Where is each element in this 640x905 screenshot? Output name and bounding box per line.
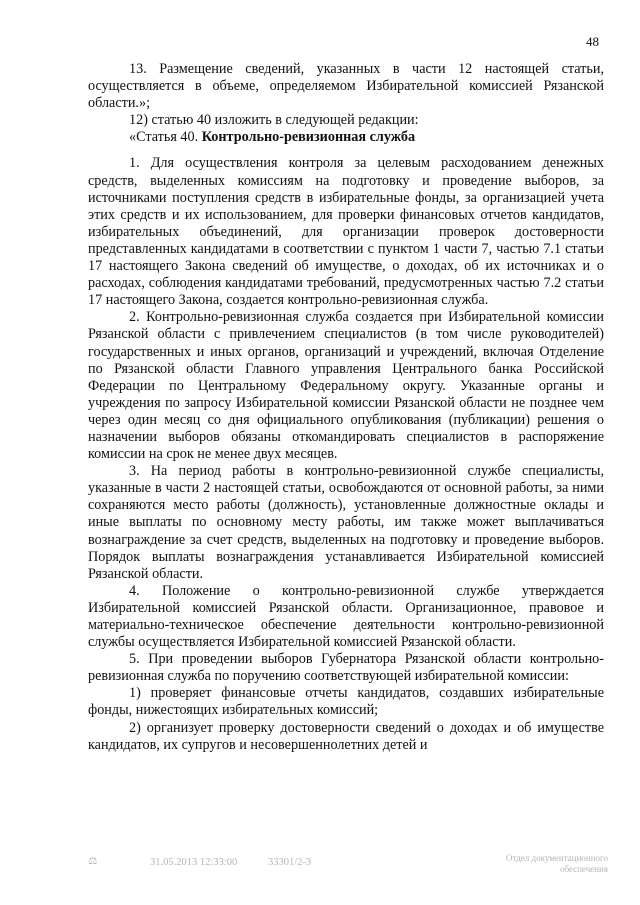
registration-footer (88, 853, 608, 883)
article-item-1: 1. Для осуществления контроля за целевым расходованием денежных средств, выделенных комиссиям на подготовку и проведение выборов, за источниками поступления средств в избирательные фонды, за организацией учета этих средств и их использованием, для проверки финансовых отчетов кандидатов, избирательных объединений, для организации проверок достоверности представленных кандидатами в соответствии с пунктом 1 части 7, частью 7.1 статьи 17 настоящего Закона сведений об имуществе, о доходах, об их источниках и о расходах, соблюдения кандидатами требований, предусмотренных частью 7.2 статьи 17 настоящего Закона, создается контрольно-ревизионная служба. (88, 155, 604, 309)
paragraph-13: 13. Размещение сведений, указанных в части 12 настоящей статьи, осуществляется в объеме, определяемом Избирательной комиссией Рязанской области.»; (88, 61, 604, 112)
article-item-5: 5. При проведении выборов Губернатора Рязанской области контрольно-ревизионная служба по поручению соответствующей избирательной комиссии: (88, 651, 604, 685)
registration-code: 33301/2-3 (268, 857, 312, 868)
article-heading (88, 129, 604, 146)
stamp-icon: ⚖ (88, 856, 98, 867)
paragraph-amendment-12: 12) статью 40 изложить в следующей редакции: (129, 112, 419, 129)
article-heading-prefix: «Статья 40. (129, 129, 202, 146)
department-note (506, 853, 608, 875)
department-note-line1: Отдел документационного (505, 853, 608, 863)
department-note-line2: обеспечения (559, 864, 608, 874)
article-title: Контрольно-ревизионная служба (201, 129, 416, 146)
page-number: 48 (586, 34, 599, 49)
article-subitem-2: 2) организует проверку достоверности сведений о доходах и об имуществе кандидатов, их супругов и несовершеннолетних детей и (88, 719, 604, 753)
article-item-2: 2. Контрольно-ревизионная служба создается при Избирательной комиссии Рязанской области с привлечением специалистов (в том числе руководителей) государственных и иных органов, организаций и учреждений, включая Отделение по Рязанской области Главного управления Центрального банка Российской Федерации по Центральному Федеральному округу. Указанные органы и учреждения по запросу Избирательной комиссии Рязанской области не позднее чем через один месяц со дня официального опубликования (публикации) решения о назначении выборов обязаны откомандировать специалистов в распоряжение комиссии на срок не менее двух месяцев. (88, 309, 604, 463)
article-subitem-1: 1) проверяет финансовые отчеты кандидатов, создавших избирательные фонды, нижестоящих избирательных комиссий; (88, 685, 604, 719)
article-item-4: 4. Положение о контрольно-ревизионной службе утверждается Избирательной комиссией Рязанской области. Организационное, правовое и материально-техническое обеспечение деятельности контрольно-ревизионной службы осуществляется Избирательной комиссией Рязанской области. (88, 582, 604, 651)
article-item-3: 3. На период работы в контрольно-ревизионной службе специалисты, указанные в части 2 настоящей статьи, освобождаются от основной работы, за ними сохраняются место работы (должность), установленные должностные оклады и иные выплаты по основному месту работы, им также может выплачиваться вознаграждение за счет средств, выделенных на подготовку и проведение выборов. Порядок выплаты вознаграждения устанавливается Избирательной комиссией Рязанской области. (88, 463, 604, 582)
registration-date: 31.05.2013 12:33:00 (150, 857, 238, 868)
document-body (88, 61, 604, 754)
